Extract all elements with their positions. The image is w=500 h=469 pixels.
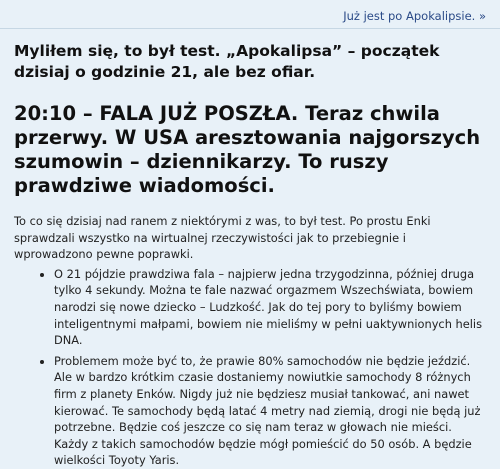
post-content bbox=[0, 41, 500, 469]
next-post-link[interactable]: Już jest po Apokalipsie. » bbox=[343, 9, 486, 23]
list-item: • Problemem może być to, że prawie 80% samochodów nie będzie jeździć. Ale w bardzo krótkim czasie dostaniemy nowiutkie samochody 8 różnych firm z planety Enków. Nigdy już nie będziesz musiał tankować, ani nawet kierować. Te samochody będą latać 4 metry nad ziemią, drogi nie będą już potrzebne. Będzie coś jeszcze co się nam teraz w głowach nie mieści. Każdy z takich samochodów będzie mógł pomieścić do 50 osób. A będzie wielkości Toyoty Yaris. bbox=[54, 353, 486, 469]
list-item: • O 21 pójdzie prawdziwa fala – najpierw jedna trzygodzinna, później druga tylko 4 sekundy. Można te fale nazwać orgazmem Wszechświata, bowiem narodzi się nowe dziecko – Ludzkość. Jak do tej pory to byliśmy bowiem inteligentnymi małpami, bowiem nie mieliśmy w pełni uaktywnionych helis DNA. bbox=[54, 266, 486, 349]
top-nav bbox=[0, 0, 500, 29]
intro-heading: Myliłem się, to był test. „Apokalipsa” – początek dzisiaj o godzinie 21, ale bez ofiar. bbox=[14, 42, 440, 81]
lead-paragraph: To co się dzisiaj nad ranem z niektórymi z was, to był test. Po prostu Enki sprawdzali wszystko na wirtualnej rzeczywistości jak to przebiegnie i wprowadzono pewne poprawki. bbox=[14, 214, 431, 262]
main-heading: 20:10 – FALA JUŻ POSZŁA. Teraz chwila przerwy. W USA aresztowania najgorszych szumowin – dziennikarzy. To ruszy prawdziwe wiadomości. bbox=[14, 102, 481, 197]
points-list bbox=[14, 266, 486, 469]
